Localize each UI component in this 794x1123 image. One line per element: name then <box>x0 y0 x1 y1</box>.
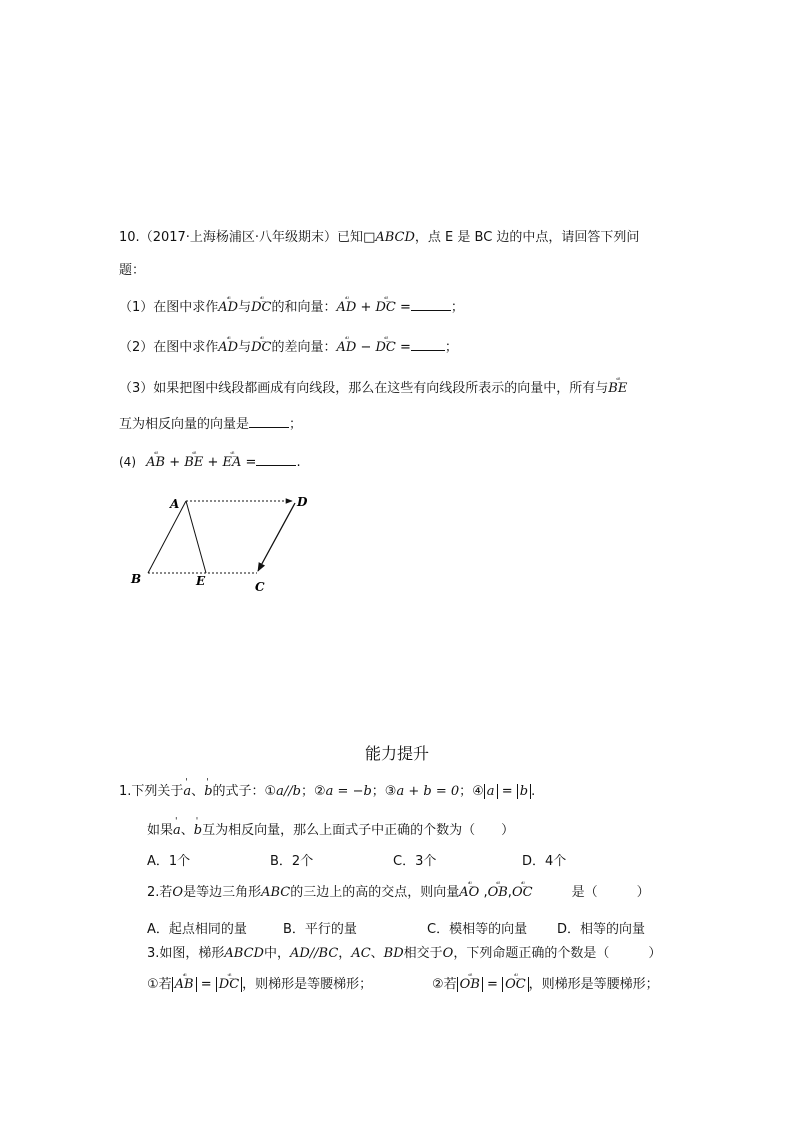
segment-ab <box>148 501 186 573</box>
q10-p2-diff-text: 的差向量： <box>271 340 337 355</box>
equals-sign: = <box>245 455 257 470</box>
q2-line1 <box>147 884 650 902</box>
period: . <box>296 455 301 470</box>
q1-option-c[interactable]: C．3个 <box>393 854 437 869</box>
vector-b: ' b <box>194 822 202 840</box>
vector-ad: ᵘ͟ᵘ AD <box>337 339 357 357</box>
q10-source: （2017·上海杨浦区·八年级期末） <box>139 230 338 245</box>
vector-ob: ᵘ͟ᵘ OB <box>460 976 480 994</box>
q2-stem-c: 的三边上的高的交点，则向量 <box>290 885 460 900</box>
q3-c1-b: ，则梯形是等腰梯形； <box>242 977 373 992</box>
q10-stem-b: ，点 E 是 BC 边的中点，请回答下列问 <box>414 230 640 245</box>
vector-dc: ᵘ͟ᵘ DC <box>251 299 271 317</box>
q1-line1 <box>119 783 535 801</box>
vector-ao: ᵘ͟ᵘ AO <box>459 884 479 902</box>
label-b: B <box>131 572 142 586</box>
minus-sign: − <box>360 340 372 355</box>
equals-sign: = <box>501 784 513 799</box>
vector-oc: ᵘ͟ᵘ OC <box>505 976 526 994</box>
q1-option-b[interactable]: B．2个 <box>270 854 314 869</box>
point-o: O <box>172 885 184 900</box>
q3-c2-b: ，则梯形是等腰梯形； <box>528 977 659 992</box>
q1-option-a[interactable]: A．1个 <box>147 854 191 869</box>
q10-p2-text: （2）在图中求作 <box>119 340 219 355</box>
q2-stem-b: 是等边三角形 <box>183 885 262 900</box>
semicolon: ； <box>289 417 303 432</box>
vector-dc: ᵘ͟ᵘ DC <box>251 339 271 357</box>
vector-be: ᵘ͟ᵘ BE <box>608 380 627 398</box>
vector-ab: ᵘ͟ᵘ AB <box>146 454 165 472</box>
q3-sep: 、 <box>370 946 384 961</box>
q10-p4-number: (4) <box>119 455 136 469</box>
vector-ad: ᵘ͟ᵘ AD <box>218 299 238 317</box>
vector-ab: ᵘ͟ᵘ AB <box>175 976 194 994</box>
q2-option-c[interactable]: C．模相等的向量 <box>427 922 528 937</box>
semicolon: ； <box>450 300 464 315</box>
q1-formula-2: a = −b <box>325 784 372 799</box>
q1-stem-a: 1.下列关于 <box>119 784 184 799</box>
q10-stem-c: 题： <box>119 263 146 278</box>
q10-stem-a: 已知 <box>337 230 364 245</box>
q1-formula-3: a + b = 0 <box>396 784 460 799</box>
vector-be: ᵘ͟ᵘ BE <box>184 454 203 472</box>
triangle-abc: ABC <box>261 885 291 900</box>
point-o: O <box>442 946 454 961</box>
q10-p3-text-2: 互为相反向量的向量是 <box>119 417 250 432</box>
q10-p3-text: （3）如果把图中线段都画成有向线段，那么在这些有向线段所表示的向量中，所有与 <box>119 381 609 396</box>
vector-b: ' b <box>204 783 212 801</box>
vector-dc: ᵘ͟ᵘ DC <box>219 976 239 994</box>
comma: , <box>507 885 512 900</box>
plus-sign: + <box>360 300 372 315</box>
q10-parallelogram: □ABCD <box>363 230 415 245</box>
q10-p1-and: 与 <box>238 300 252 315</box>
equals-sign: = <box>200 977 212 992</box>
q3-stem-b: 中， <box>263 946 290 961</box>
label-a: A <box>170 497 180 511</box>
q1-sep: 、 <box>191 784 205 799</box>
abs-b: b <box>517 784 531 799</box>
q3-choice-1 <box>147 976 372 994</box>
diagonal-bd: BD <box>383 946 404 961</box>
q10-p1-sum-text: 的和向量： <box>271 300 337 315</box>
trapezoid-abcd: ABCD <box>224 946 264 961</box>
diagonal-ac: AC <box>351 946 371 961</box>
q1-option-d[interactable]: D．4个 <box>522 854 567 869</box>
q3-choice-2 <box>432 976 659 994</box>
vector-dc: ᵘ͟ᵘ DC <box>376 299 396 317</box>
q3-stem-e: ，下列命题正确的个数是（ ） <box>453 946 662 961</box>
q3-stem-d: 相交于 <box>403 946 443 961</box>
q3-condition: AD//BC <box>289 946 339 961</box>
period: . <box>531 784 536 799</box>
q1-formula-1: a//b <box>276 784 302 799</box>
label-e: E <box>196 574 206 588</box>
vector-ad: ᵘ͟ᵘ AD <box>218 339 238 357</box>
q3-c2-a: ②若 <box>432 977 457 992</box>
segment-dc <box>258 503 295 571</box>
q1-line2-b: 互为相反向量，那么上面式子中正确的个数为（ ） <box>202 823 515 838</box>
label-c: C <box>255 580 265 594</box>
vector-a: ' a <box>173 822 181 840</box>
q2-option-b[interactable]: B．平行的量 <box>283 922 357 937</box>
q3-stem-c: ， <box>338 946 352 961</box>
q3-line1 <box>147 945 661 963</box>
vector-ea: ᵘ͟ᵘ EA <box>223 454 242 472</box>
abs-a: a <box>484 784 498 799</box>
q10-number: 10. <box>119 230 140 245</box>
q2-option-a[interactable]: A．起点相同的量 <box>147 922 247 937</box>
q1-line2-a: 如果 <box>147 823 174 838</box>
plus-sign: + <box>207 455 219 470</box>
section-title: 能力提升 <box>364 744 429 763</box>
vector-ad: ᵘ͟ᵘ AD <box>337 299 357 317</box>
vector-a: ' a <box>183 783 191 801</box>
equals-sign: = <box>400 300 411 315</box>
q1-sep-3: ；④ <box>459 784 484 799</box>
segment-ae <box>186 501 206 573</box>
comma: , <box>483 885 488 900</box>
plus-sign: + <box>169 455 181 470</box>
q2-option-d[interactable]: D．相等的向量 <box>557 922 646 937</box>
q10-p2-and: 与 <box>238 340 252 355</box>
q2-stem-a: 2.若 <box>147 885 173 900</box>
q1-sep-2: ；③ <box>371 784 397 799</box>
q10-p1-text: （1）在图中求作 <box>119 300 219 315</box>
vector-oc: ᵘ͟ᵘ OC <box>512 884 533 902</box>
q3-stem-a: 3.如图，梯形 <box>147 946 225 961</box>
equals-sign: = <box>487 977 498 992</box>
vector-ob: ᵘ͟ᵘ OB <box>488 884 508 902</box>
q1-line2 <box>147 822 514 840</box>
q2-stem-d: 是（ ） <box>571 885 650 900</box>
q3-c1-a: ①若 <box>147 977 172 992</box>
label-d: D <box>297 495 308 509</box>
vector-dc: ᵘ͟ᵘ DC <box>376 339 396 357</box>
equals-sign: = <box>400 340 411 355</box>
q1-stem-b: 的式子：① <box>212 784 277 799</box>
q1-sep: 、 <box>180 823 194 838</box>
semicolon: ； <box>444 340 458 355</box>
q1-sep-1: ；② <box>301 784 326 799</box>
